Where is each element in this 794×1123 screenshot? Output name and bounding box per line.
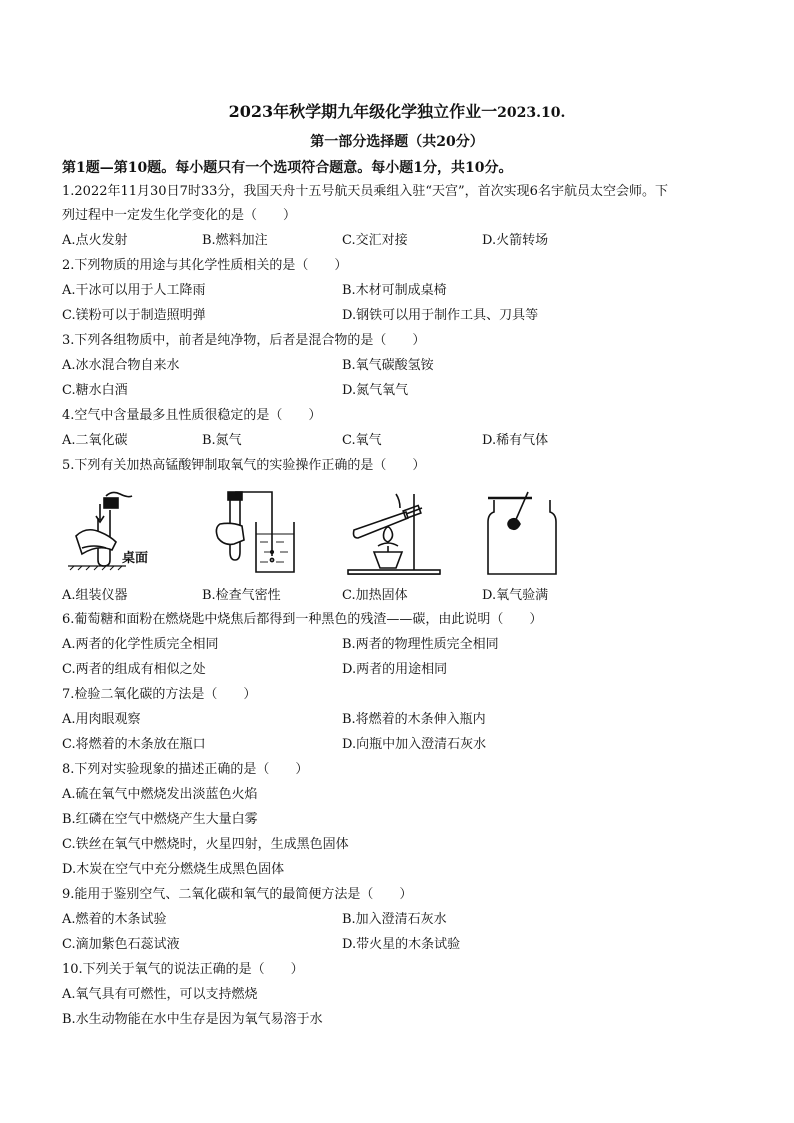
q7-option-b: B.将燃着的木条伸入瓶内 (342, 712, 486, 727)
figure-assemble-apparatus (66, 490, 176, 578)
q8-option-a: A.硫在氧气中燃烧发出淡蓝色火焰 (62, 787, 258, 802)
q10-text: 10.下列关于氧气的说法正确的是（ ） (62, 962, 304, 977)
q9-option-b: B.加入澄清石灰水 (342, 912, 447, 927)
title-text: 2023年秋学期九年级化学独立作业一 (228, 102, 498, 121)
q3-text: 3.下列各组物质中，前者是纯净物，后者是混合物的是（ ） (62, 333, 426, 348)
instruction: 第1题—第10题。每小题只有一个选项符合题意。每小题1分，共10分。 (62, 160, 513, 176)
q4-text: 4.空气中含量最多且性质很稳定的是（ ） (62, 408, 322, 423)
q2-option-b: B.木材可制成桌椅 (342, 283, 447, 298)
q7-option-d: D.向瓶中加入澄清石灰水 (342, 737, 487, 752)
page-title (62, 99, 732, 122)
q5-option-d: D.氧气验满 (482, 588, 549, 603)
q2-text: 2.下列物质的用途与其化学性质相关的是（ ） (62, 258, 348, 273)
q10-option-a: A.氧气具有可燃性，可以支持燃烧 (62, 987, 258, 1002)
q1-option-a: A.点火发射 (62, 233, 128, 248)
figure-label-desk: 桌面 (122, 551, 149, 566)
q5-option-a: A.组装仪器 (62, 588, 128, 603)
q5-option-c: C.加热固体 (342, 588, 408, 603)
q4-option-c: C.氧气 (342, 433, 382, 448)
q4-option-a: A.二氧化碳 (62, 433, 128, 448)
q4-option-b: B.氮气 (202, 433, 242, 448)
q6-text: 6.葡萄糖和面粉在燃烧匙中烧焦后都得到一种黑色的残渣——碳，由此说明（ ） (62, 612, 543, 627)
q10-option-b: B.水生动物能在水中生存是因为氧气易溶于水 (62, 1012, 323, 1027)
q9-option-a: A.燃着的木条试验 (62, 912, 167, 927)
q6-option-c: C.两者的组成有相似之处 (62, 662, 206, 677)
q5-option-b: B.检查气密性 (202, 588, 281, 603)
q9-text: 9.能用于鉴别空气、二氧化碳和氧气的最简便方法是（ ） (62, 887, 413, 902)
q3-option-c: C.糖水白酒 (62, 383, 128, 398)
section-heading: 第一部分选择题（共20分） (310, 134, 484, 150)
q3-option-b: B.氧气碳酸氢铵 (342, 358, 434, 373)
figure-oxygen-full-test (486, 490, 596, 578)
q8-option-d: D.木炭在空气中充分燃烧生成黑色固体 (62, 862, 285, 877)
q6-option-d: D.两者的用途相同 (342, 662, 448, 677)
q2-option-d: D.钢铁可以用于制作工具、刀具等 (342, 308, 539, 323)
q3-option-d: D.氮气氧气 (342, 383, 409, 398)
q9-option-c: C.滴加紫色石蕊试液 (62, 937, 180, 952)
q1-option-c: C.交汇对接 (342, 233, 408, 248)
q3-option-a: A.冰水混合物自来水 (62, 358, 180, 373)
q6-option-b: B.两者的物理性质完全相同 (342, 637, 499, 652)
q9-option-d: D.带火星的木条试验 (342, 937, 461, 952)
q8-option-b: B.红磷在空气中燃烧产生大量白雾 (62, 812, 258, 827)
q1-text-line2: 列过程中一定发生化学变化的是（ ） (62, 208, 297, 223)
q1-option-b: B.燃料加注 (202, 233, 268, 248)
figure-check-airtightness (204, 490, 314, 578)
q4-option-d: D.稀有气体 (482, 433, 549, 448)
q2-option-a: A.干冰可以用于人工降雨 (62, 283, 206, 298)
q1-option-d: D.火箭转场 (482, 233, 549, 248)
figure-heating-solid (344, 490, 454, 578)
q7-option-c: C.将燃着的木条放在瓶口 (62, 737, 206, 752)
q8-text: 8.下列对实验现象的描述正确的是（ ） (62, 762, 309, 777)
q7-option-a: A.用肉眼观察 (62, 712, 141, 727)
q7-text: 7.检验二氧化碳的方法是（ ） (62, 687, 257, 702)
q5-text: 5.下列有关加热高锰酸钾制取氧气的实验操作正确的是（ ） (62, 458, 426, 473)
q5-figures (62, 490, 732, 580)
q2-option-c: C.镁粉可以于制造照明弹 (62, 308, 206, 323)
q6-option-a: A.两者的化学性质完全相同 (62, 637, 219, 652)
q8-option-c: C.铁丝在氧气中燃烧时，火星四射，生成黑色固体 (62, 837, 349, 852)
title-date: 2023.10. (497, 105, 566, 121)
q1-text-line1: 1.2022年11月30日7时33分，我国天舟十五号航天员乘组入驻“天宫”，首次实现6名宇航员太空会师。下 (62, 184, 668, 199)
